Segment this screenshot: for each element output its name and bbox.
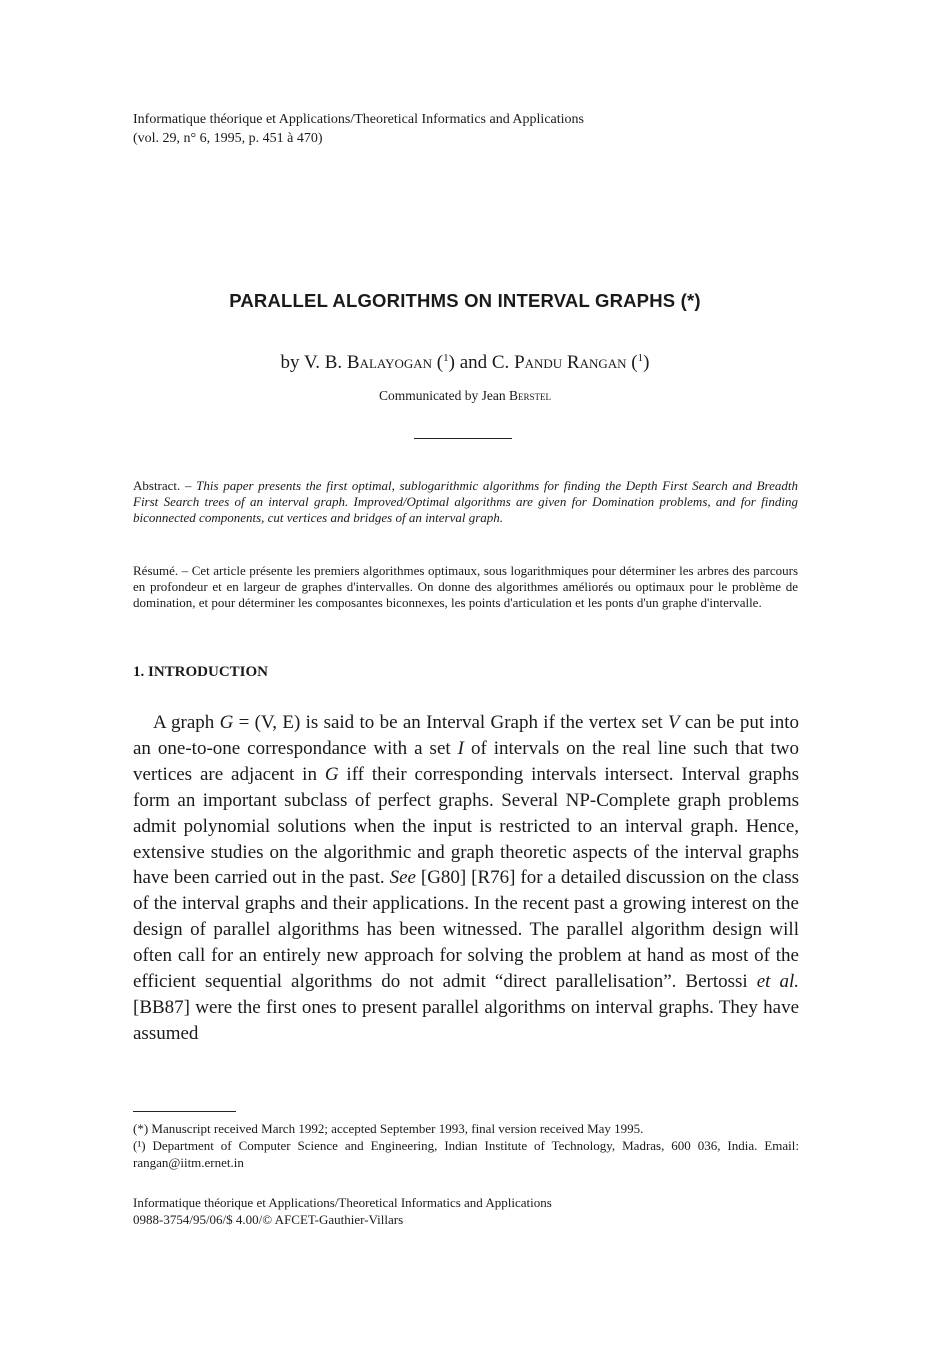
abstract: [133, 478, 798, 526]
see-emphasis: See: [389, 867, 416, 889]
abstract-text: This paper presents the first optimal, sublogarithmic algorithms for finding the Depth First Search and Breadth First Search trees of an interval graph. Improved/Optimal algorithms are given for Domination problems, and for finding biconnected components, cut vertices and bridges of an interval graph.: [133, 478, 798, 525]
introduction-paragraph: [133, 710, 799, 1047]
authors-by: by V. B.: [280, 352, 347, 373]
communicated-by: [0, 388, 930, 404]
body-text: A graph: [153, 712, 220, 733]
body-text: of intervals on the real line such that two vertices are adjacent in: [133, 737, 800, 785]
body-text: is said to be an Interval Graph if the vertex set: [300, 712, 668, 733]
math-i: I: [457, 737, 464, 759]
resume-text: Cet article présente les premiers algorithmes optimaux, sous logarithmiques pour déterminer les arbres des parcours en profondeur et en largeur de graphes d'intervalles. On donne des algorithmes améliorés ou optimaux pour le problème de domination, et pour déterminer les composantes biconnexes, les points d'articulation et les ponts d'un graphe d'intervalle.: [133, 563, 799, 610]
communicated-prefix: Communicated by Jean: [378, 388, 510, 403]
introduction-body: [133, 710, 799, 1047]
authors-line: by V. B. Balayogan ($^1$) and C. Pandu Rangan ($^1$): [280, 352, 650, 373]
journal-volume: (vol. 29, n° 6, 1995, p. 451 à 470): [133, 131, 323, 146]
resume-label: Résumé. –: [133, 563, 192, 578]
footer-journal: Informatique théorique et Applications/Theoretical Informatics and Applications: [133, 1195, 552, 1210]
math-g: G: [219, 712, 234, 733]
section-heading-introduction: 1. INTRODUCTION: [133, 664, 269, 680]
math-v: V: [667, 712, 680, 733]
footnote-affiliation: (¹) Department of Computer Science and Engineering, Indian Institute of Technology, Madras, 600 036, India. Email: rangan@iitm.ernet.in: [133, 1138, 799, 1170]
page-footer: [133, 1194, 552, 1228]
math-equation: = (V, E): [233, 712, 301, 733]
footnote-manuscript: (*) Manuscript received March 1992; accepted September 1993, final version received May 1995.: [133, 1121, 644, 1136]
et-al-emphasis: et al.: [756, 971, 799, 993]
resume: [133, 563, 798, 611]
author2-footnote-mark: 1: [637, 352, 644, 364]
body-text: can be put into an one-to-one correspondance with a set: [133, 712, 799, 759]
footnotes: [133, 1120, 799, 1171]
body-text: [BB87] were the first ones to present parallel algorithms on interval graphs. They have assumed: [133, 996, 799, 1044]
authors-and: and C.: [454, 352, 515, 373]
body-text: iff their corresponding intervals intersect. Interval graphs form an important subclass of perfect graphs. Several NP-Complete graph problems admit polynomial solutions when the input is restricted to an interval graph. Hence, extensive studies on the algorithmic and graph theoretic aspects of the interval graphs have been carried out in the past.: [133, 763, 799, 889]
footer-issn: 0988-3754/95/06/$ 4.00/© AFCET-Gauthier-Villars: [133, 1212, 404, 1227]
author-pandu-rangan: Pandu Rangan: [514, 352, 627, 373]
journal-header: [133, 110, 584, 148]
communicator-name: Berstel: [509, 388, 552, 403]
abstract-label: Abstract. –: [133, 478, 197, 493]
author-balayogan: Balayogan: [346, 352, 433, 373]
math-g: G: [324, 763, 339, 785]
journal-name: Informatique théorique et Applications/Theoretical Informatics and Applications: [133, 112, 584, 127]
footnote-rule: [133, 1111, 236, 1112]
paper-title: PARALLEL ALGORITHMS ON INTERVAL GRAPHS (*): [229, 290, 701, 311]
author1-footnote-mark: 1: [443, 352, 449, 364]
body-text: [G80] [R76] for a detailed discussion on the class of the interval graphs and their applications. In the recent past a growing interest on the design of parallel algorithms has been witnessed. The parallel algorithm design will often call for an entirely new approach for solving the problem at hand as most of the efficient sequential algorithms do not admit “direct parallelisation”. Bertossi: [133, 867, 799, 993]
title-divider: [414, 438, 512, 439]
